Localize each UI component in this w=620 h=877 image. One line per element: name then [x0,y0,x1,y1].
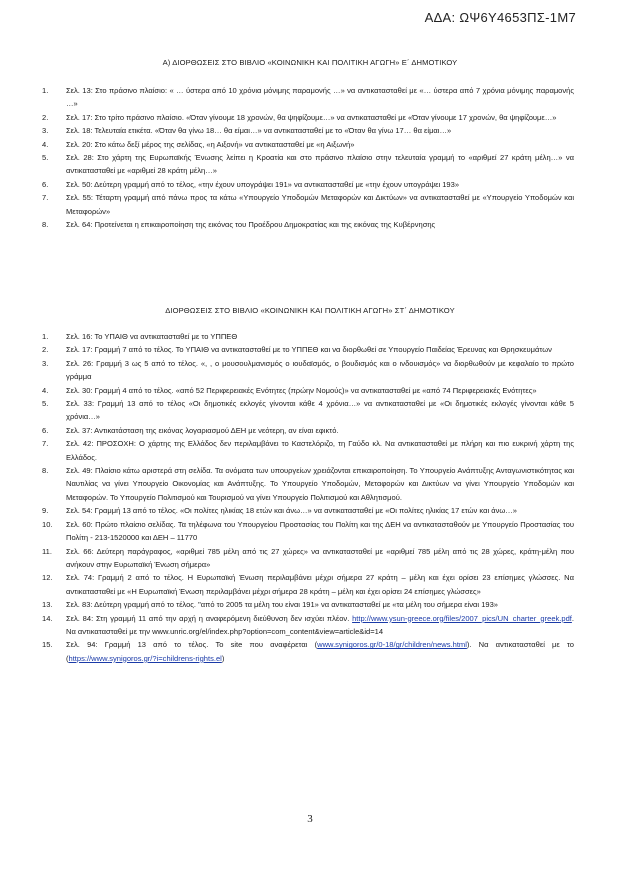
list-item [42,638,574,665]
page-number: 3 [307,813,313,825]
list-item [42,151,574,178]
item-number: 7. [42,439,49,449]
item-number: 2. [42,112,49,122]
item-text: Σελ. 28: Στο χάρτη της Ευρωπαϊκής Ένωσης λείπει η Κροατία και στο πράσινο πλαίσιο στην τελευταία γραμμή το «αριθμεί 27 κράτη μέλη…» να αντικατασταθεί με «αριθμεί 28 κράτη μέλη…» [66,153,574,176]
item-text: Σελ. 83: Δεύτερη γραμμή από το τέλος. "από το 2005 τα μέλη του είναι 191» να αντικατασταθεί με «τα μέλη του σήμερα είναι 193» [66,600,498,610]
list-item [42,397,574,424]
item-number: 4. [42,139,49,149]
item-text: Σελ. 18: Τελευταία ετικέτα. «Όταν θα γίνω 18… θα είμαι…» να αντικατασταθεί με το «Όταν θα γίνω 17… θα είμαι…» [66,126,452,136]
item-text [66,612,574,639]
section1-list [42,84,574,231]
item-number: 11. [42,546,52,556]
list-item [42,504,574,517]
item-number: 6. [42,179,49,189]
item-number: 9. [42,506,49,516]
item-text: Σελ. 33: Γραμμή 13 από το τέλος «Οι δημοτικές εκλογές γίνονται κάθε 4 χρόνια…» να αντικατασταθεί με «Οι δημοτικές εκλογές γίνονται κάθε 5 χρόνια…» [66,399,574,422]
list-item [42,545,574,572]
item-text: Σελ. 20: Στο κάτω δεξί μέρος της σελίδας, «η Αιξονή» να αντικατασταθεί με «η Αιξωνή» [66,139,355,149]
item-text: Σελ. 17: Στο τρίτο πράσινο πλαίσιο. «Όταν γίνουμε 18 χρονών, θα ψηφίζουμε…» να αντικατασταθεί με «Όταν γίνουμε 17 χρονών, θα ψηφίζουμε…» [66,112,557,122]
item-text: Σελ. 54: Γραμμή 13 από το τέλος. «Οι πολίτες ηλικίας 18 ετών και άνω…» να αντικατασταθεί με «Οι πολίτες ηλικίας 17 ετών και άνω…» [66,506,517,516]
item-number: 1. [42,332,49,341]
list-item [42,191,574,218]
item-number: 3. [42,358,49,368]
item-number: 10. [42,519,53,529]
un-charter-link[interactable]: http://www.ysun-greece.org/files/2007_pics/UN_charter_greek.pdf [352,613,572,623]
synigoros-rights-link[interactable]: https://www.synigoros.gr/?i=childrens-rights.el [68,653,222,663]
ada-code: ΑΔΑ: ΩΨ6Υ4653ΠΣ-1Μ7 [424,10,576,25]
item-number: 12. [42,573,53,583]
list-item [42,464,574,504]
item-text: Σελ. 60: Πρώτο πλαίσιο σελίδας. Τα τηλέφωνα του Υπουργείου Προστασίας του Πολίτη και της ΔΕΗ να αντικατασταθούν με Υπουργείο Προστασίας του Πολίτη - 213-1520000 και ΔΕΗ – 11770 [66,519,574,543]
item-text-pre: Σελ. 94: Γραμμή 13 από το τέλος. To site που αναφέρεται ( [66,640,318,650]
item-text: Σελ. 16: Το ΥΠΑΙΘ να αντικατασταθεί με το ΥΠΠΕΘ [66,332,238,341]
list-item [42,218,574,231]
item-number: 13. [42,600,53,610]
list-item [42,357,574,384]
item-text: Σελ. 49: Πλαίσιο κάτω αριστερά στη σελίδα. Τα ονόματα των υπουργείων χρειάζονται επικαιροποίηση. Το Υπουργείο Ανάπτυξης Ανταγωνιστικότητας και Ναυτιλίας να γίνει Υπουργείο Οικονομίας και Ανάπτυξης. Το Υπουργείο Υποδομών, Μεταφορών και Δικτύων να γίνει Υπουργείο Υποδομών και Μεταφορών. Το Υπουργείο Πολιτισμού και Τουρισμού να γίνει Υπουργείο Πολιτισμού και Αθλητισμού. [66,466,574,502]
item-number: 5. [42,399,49,409]
list-item [42,138,574,151]
item-number: 6. [42,425,49,435]
list-item [42,111,574,124]
synigoros-news-link[interactable]: www.synigoros.gr/0-18/gr/children/news.html [317,640,467,650]
list-item [42,424,574,437]
list-item [42,518,574,545]
item-text: Σελ. 64: Προτείνεται η επικαιροποίηση της εικόνας του Προέδρου Δημοκρατίας και της εικόνας της Κυβέρνησης [66,220,436,230]
item-number: 15. [42,640,53,650]
item-number: 1. [42,86,49,95]
item-text-mid: ). Να αντικατασταθεί με το ( [66,640,574,663]
item-text-pre: Σελ. 84: Στη γραμμή 11 από την αρχή η αναφερόμενη διεύθυνση δεν ισχύει πλέον. [66,613,353,623]
item-text: Σελ. 66: Δεύτερη παράγραφος, «αριθμεί 785 μέλη από τις 27 χώρες» να αντικατασταθεί με «αριθμεί 785 μέλη από τις 28 χώρες, κράτη-μέλη που ανήκουν στην Ευρωπαϊκή Ένωση σήμερα» [66,546,574,569]
list-item [42,437,574,464]
item-number: 5. [42,153,49,163]
item-text: Σελ. 74: Γραμμή 2 από το τέλος. Η Ευρωπαϊκή Ένωση περιλαμβάνει μέχρι σήμερα 27 κράτη – μέλη και έχει ορίσει 23 επίσημες γλώσσες. Να αντικατασταθεί με «Η Ευρωπαϊκή Ένωση περιλαμβάνει μέχρι σήμερα 28 κράτη – μέλη και έχει ορίσει 24 επίσημες γλώσσες» [66,573,574,596]
item-text: Σελ. 55: Τέταρτη γραμμή από πάνω προς τα κάτω «Υπουργείο Υποδομών Μεταφορών και Δικτύων» να αντικατασταθεί με «Υπουργείο Υποδομών και Μεταφορών» [66,193,574,216]
item-number: 8. [42,466,49,476]
item-text: Σελ. 37: Αντικατάσταση της εικόνας λογαριασμού ΔΕΗ με νεότερη, αν είναι εφικτό. [66,425,339,435]
item-text: Σελ. 17: Γραμμή 7 από το τέλος. Το ΥΠΑΙΘ να αντικατασταθεί με το ΥΠΠΕΘ και να διορθωθεί σε Υπουργείο Παιδείας Έρευνας και Θρησκευμάτων [66,345,552,355]
item-text-post: ) [221,653,225,663]
item-number: 3. [42,126,49,136]
item-text: Σελ. 42: ΠΡΟΣΟΧΗ: Ο χάρτης της Ελλάδος δεν περιλαμβάνει το Καστελόριζο, τη Γαύδο κλ. Να αντικατασταθεί με πλήρη και πιο ευκρινή χάρτη της Ελλάδος. [66,439,574,462]
item-number: 2. [42,345,49,355]
section2-title: ΔΙΟΡΘΩΣΕΙΣ ΣΤΟ ΒΙΒΛΙΟ «ΚΟΙΝΩΝΙΚΗ ΚΑΙ ΠΟΛΙΤΙΚΗ ΑΓΩΓΗ» ΣΤ΄ ΔΗΜΟΤΙΚΟΥ [165,306,455,315]
item-text-post: . Να αντικατασταθεί με την www.unric.org/el/index.php?option=com_content&view=article&id=14 [66,613,574,636]
list-item [42,330,574,343]
item-number: 8. [42,220,49,230]
section1-title: Α) ΔΙΟΡΘΩΣΕΙΣ ΣΤΟ ΒΙΒΛΙΟ «ΚΟΙΝΩΝΙΚΗ ΚΑΙ ΠΟΛΙΤΙΚΗ ΑΓΩΓΗ» Ε΄ ΔΗΜΟΤΙΚΟΥ [162,58,458,67]
item-text: Σελ. 50: Δεύτερη γραμμή από το τέλος, «την έχουν υπογράψει 191» να αντικατασταθεί με «την έχουν υπογράψει 193» [66,179,460,189]
item-number: 4. [42,385,49,395]
list-item [42,384,574,397]
list-item [42,598,574,611]
item-number: 14. [42,613,53,623]
list-item [42,612,574,639]
list-item [42,343,574,356]
list-item [42,571,574,598]
list-item [42,178,574,191]
item-text: Σελ. 30: Γραμμή 4 από το τέλος. «από 52 Περιφερειακές Ενότητες (πρώην Νομούς)» να αντικατασταθεί με «από 74 Περιφερειακές Ενότητες» [66,385,537,395]
item-text: Σελ. 26: Γραμμή 3 ως 5 από το τέλος. «, , ο μουσουλμανισμός ο ιουδαϊσμός, ο βουδισμός και ο ινδουισμός» να διορθωθούν με κεφαλαίο το πρώτο γράμμα [66,358,574,382]
list-item [42,124,574,137]
item-number: 7. [42,193,49,203]
item-text [66,638,574,665]
list-item [42,84,574,111]
section2-list [42,330,574,665]
item-text: Σελ. 13: Στο πράσινο πλαίσιο: « … ύστερα από 10 χρόνια μόνιμης παραμονής …» να αντικατασταθεί με «… ύστερα από 7 χρόνια μόνιμης παραμονής …» [66,86,574,109]
